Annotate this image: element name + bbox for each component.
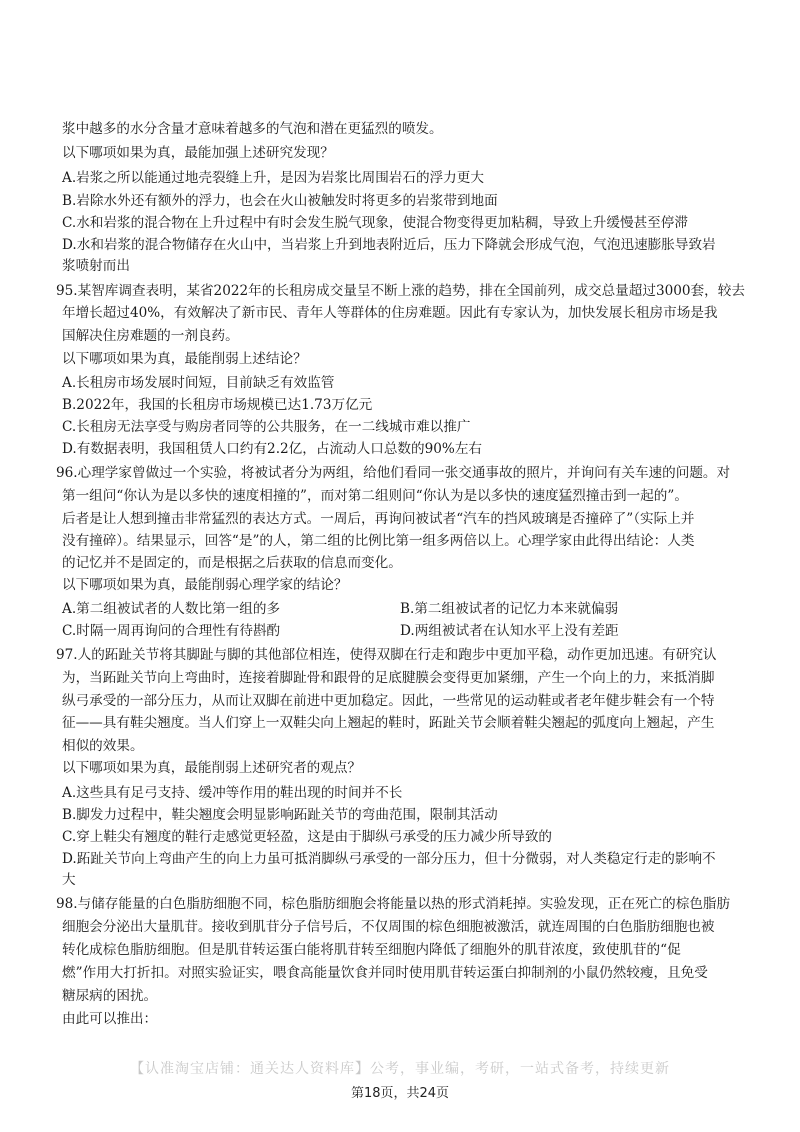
option-b: B.第二组被试者的记忆力本来就偏弱: [400, 601, 619, 617]
option-d-continued: 浆喷射而出: [62, 258, 130, 274]
stem-line: 转化成棕色脂肪细胞。但是肌苷转运蛋白能将肌苷转至细胞内降低了细胞外的肌苷浓度，致使肌苷的“促: [62, 942, 681, 958]
stem-line: 糖尿病的困扰。: [62, 988, 158, 1004]
option-a: A.第二组被试者的人数比第一组的多: [62, 601, 281, 617]
stem-line: 心理学家曾做过一个实验，将被试者分为两组，给他们看同一张交通事故的照片，并询问有关车速的问题。对: [77, 465, 731, 481]
stem-line: 浆中越多的水分含量才意味着越多的气泡和潜在更猛烈的喷发。: [62, 121, 443, 137]
option-c: C.时隔一周再询问的合理性有待斟酌: [62, 623, 281, 639]
stem-line: 征——具有鞋尖翘度。当人们穿上一双鞋尖向上翘起的鞋时，跖趾关节会顺着鞋尖翘起的弧度向上翘起，产生: [62, 715, 715, 731]
option-c: C.长租房无法享受与购房者同等的公共服务，在一二线城市难以推广: [62, 419, 471, 435]
stem-line: 人的跖趾关节将其脚趾与脚的其他部位相连，使得双脚在行走和跑步中更加平稳，动作更加迅速。有研究认: [77, 647, 717, 663]
stem-line: 与储存能量的白色脂肪细胞不同，棕色脂肪细胞会将能量以热的形式消耗掉。实验发现，正在死亡的棕色脂肪: [77, 896, 731, 912]
option-d: D.跖趾关节向上弯曲产生的向上力虽可抵消脚纵弓承受的一部分压力，但十分微弱，对人类稳定行走的影响不: [62, 851, 716, 867]
question-prompt: 由此可以推出：: [62, 1011, 158, 1027]
stem-line: 国解决住房难题的一剂良药。: [62, 328, 239, 344]
option-b: B.岩除水外还有额外的浮力，也会在火山被触发时将更多的岩浆带到地面: [62, 193, 498, 209]
option-a: A.这些具有足弓支持、缓冲等作用的鞋出现的时间并不长: [62, 785, 403, 801]
option-c: C.穿上鞋尖有翘度的鞋行走感觉更轻盈，这是由于脚纵弓承受的压力减少所导致的: [62, 829, 553, 845]
stem-line: 细胞会分泌出大量肌苷。接收到肌苷分子信号后，不仅周围的棕色细胞被激活，就连周围的白色脂肪细胞也被: [62, 919, 715, 935]
option-d-continued: 大: [62, 872, 76, 888]
option-d: D.有数据表明，我国租赁人口约有2.2亿，占流动人口总数的90%左右: [62, 441, 483, 457]
question-prompt: 以下哪项如果为真，最能加强上述研究发现？: [62, 145, 334, 161]
stem-line: 后者是让人想到撞击非常猛烈的表达方式。一周后，再询问被试者“汽车的挡风玻璃是否撞碎了”（实际上并: [62, 511, 695, 527]
option-b: B.脚发力过程中，鞋尖翘度会明显影响跖趾关节的弯曲范围，限制其活动: [62, 807, 498, 823]
question-prompt: 以下哪项如果为真，最能削弱上述结论？: [62, 351, 307, 367]
question-number: 97.: [56, 647, 78, 663]
stem-line: 年增长超过40%，有效解决了新市民、青年人等群体的住房难题。因此有专家认为，加快发展长租房市场是我: [62, 305, 718, 321]
stem-line: 没有撞碎）。结果显示，回答“是”的人，第二组的比例比第一组多两倍以上。心理学家由此得出结论：人类: [62, 533, 695, 549]
question-prompt: 以下哪项如果为真，最能削弱心理学家的结论？: [62, 577, 348, 593]
option-b: B.2022年，我国的长租房市场规模已达1.73万亿元: [62, 397, 373, 413]
question-number: 95.: [56, 283, 78, 299]
watermark: 【认准淘宝店铺：通关达人资料库】公考，事业编，考研，一站式备考，持续更新: [130, 1061, 670, 1077]
option-c: C.水和岩浆的混合物在上升过程中有时会发生脱气现象，使混合物变得更加粘稠，导致上升缓慢甚至停滞: [62, 215, 688, 231]
stem-line: 某智库调查表明，某省2022年的长租房成交量呈不断上涨的趋势，排在全国前列，成交总量超过3000套，较去: [77, 283, 745, 299]
option-a: A.长租房市场发展时间短，目前缺乏有效监管: [62, 375, 335, 391]
option-d: D.水和岩浆的混合物储存在火山中，当岩浆上升到地表附近后，压力下降就会形成气泡，气泡迅速膨胀导致岩: [62, 237, 716, 253]
option-d: D.两组被试者在认知水平上没有差距: [400, 623, 619, 639]
question-number: 98.: [56, 896, 78, 912]
stem-line: 为，当跖趾关节向上弯曲时，连接着脚趾骨和跟骨的足底腱膜会变得更加紧绷，产生一个向上的力，来抵消脚: [62, 670, 715, 686]
stem-line: 相似的效果。: [62, 738, 144, 754]
page-number: 第18页，共24页: [350, 1086, 450, 1101]
stem-line: 燃”作用大打折扣。对照实验证实，喂食高能量饮食并同时使用肌苷转运蛋白抑制剂的小鼠仍然较瘦，且免受: [62, 965, 708, 981]
question-number: 96.: [56, 465, 78, 481]
stem-line: 纵弓承受的一部分压力，从而让双脚在前进中更加稳定。因此，一些常见的运动鞋或者老年健步鞋会有一个特: [62, 693, 715, 709]
stem-line: 的记忆并不是固定的，而是根据之后获取的信息而变化。: [62, 555, 402, 571]
option-a: A.岩浆之所以能通过地壳裂缝上升，是因为岩浆比周围岩石的浮力更大: [62, 170, 484, 186]
stem-line: 第一组问“你认为是以多快的速度相撞的”，而对第二组则问“你认为是以多快的速度猛烈撞击到一起的”。: [62, 488, 688, 504]
question-prompt: 以下哪项如果为真，最能削弱上述研究者的观点？: [62, 760, 362, 776]
